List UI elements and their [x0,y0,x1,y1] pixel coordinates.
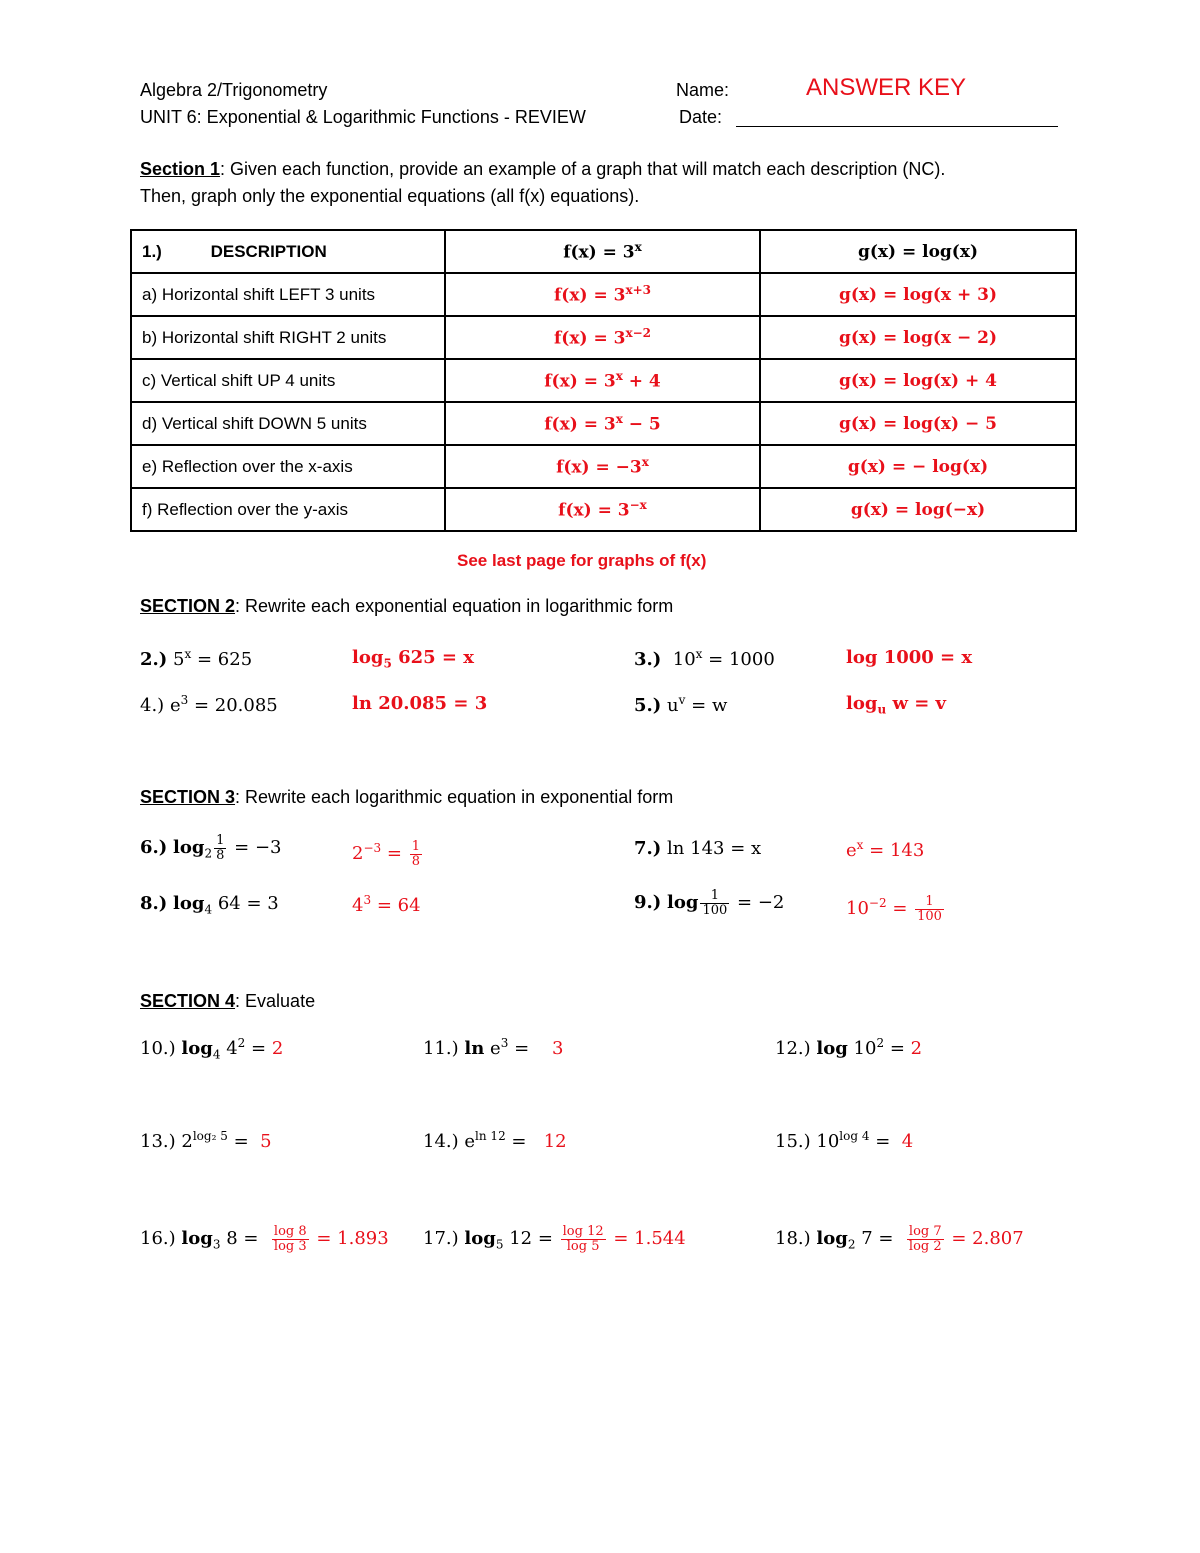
section4-instructions: SECTION 4: Evaluate [140,991,316,1011]
row-g-answer: g(x) = log(x + 3) [760,273,1076,316]
course-title: Algebra 2/Trigonometry [140,80,328,100]
answer-12: 2 [910,1038,923,1059]
row-description: e) Reflection over the x-axis [131,445,445,488]
row-description: b) Horizontal shift RIGHT 2 units [131,316,445,359]
row-g-answer: g(x) = log(x) + 4 [760,359,1076,402]
row-description: c) Vertical shift UP 4 units [131,359,445,402]
section2-instructions: SECTION 2: Rewrite each exponential equation in logarithmic form [140,596,674,616]
table-row [131,359,1076,402]
section1-instructions: Section 1: Given each function, provide an example of a graph that will match each description (NC). [140,159,946,179]
answer-10: 2 [271,1038,284,1059]
problem-7: 7.) ln 143 = x [634,838,762,859]
problem-14: 14.) $e^{ln 12} = 12$ [423,1129,567,1152]
answer-13: 5 [260,1131,272,1152]
section2-label: SECTION 2 [140,596,236,616]
table-row [131,402,1076,445]
row-description: a) Horizontal shift LEFT 3 units [131,273,445,316]
row-f-answer: $f(x) = 3^x - 5$ [445,402,760,445]
row-f-answer: $f(x) = 3^{-x}$ [445,488,760,531]
problem-18: 18.) $\log_2 7$ = $\frac{\log 7}{\log 2}$ = 2.807 [775,1223,1024,1254]
section3-instructions: SECTION 3: Rewrite each logarithmic equation in exponential form [140,787,674,807]
answer-9: $10^{-2}$ = $\frac{1}{100}$ [846,893,942,924]
answer-3: log 1000 = x [846,647,973,668]
date-underline [736,126,1058,127]
header-f: $f(x) = 3^x$ [445,230,760,273]
problem-17: 17.) $\log_5 12$ = $\frac{\log 12}{\log 5}$ = 1.544 [423,1223,686,1254]
header-g: g(x) = log(x) [760,230,1076,273]
answer-17: = 1.544 [613,1228,686,1249]
problem-5: 5.) $u^v = w$ [634,693,728,716]
problem-11: 11.) $\ln e^3$ = 3 [423,1036,564,1059]
answer-4: ln 20.085 = 3 [352,693,488,714]
problem-13: 13.) $2^{log_2 5} = 5$ [140,1129,272,1152]
row-description: d) Vertical shift DOWN 5 units [131,402,445,445]
date-label: Date: [679,107,723,127]
name-label: Name: [676,80,730,100]
row-f-answer: $f(x) = -3^x$ [445,445,760,488]
row-g-answer: g(x) = log(−x) [760,488,1076,531]
answer-5: $\log_u w = v$ [846,693,947,717]
table-row [131,488,1076,531]
problem-2: 2.) $5^x = 625$ [140,647,253,670]
answer-15: 4 [901,1131,914,1152]
problem-8: 8.) $\log_4 64 = 3$ [140,893,279,917]
graphs-note: See last page for graphs of f(x) [457,551,707,570]
problem-12: 12.) $\log 10^2 = 2$ [775,1036,923,1059]
section1-instructions-line2: Then, graph only the exponential equations (all f(x) equations). [140,186,640,206]
problem-10: 10.) $\log_4 4^2 = 2$ [140,1036,284,1062]
row-g-answer: g(x) = log(x) − 5 [760,402,1076,445]
section3-label: SECTION 3 [140,787,236,807]
table-row [131,316,1076,359]
problem-6: 6.) $\log_2$ $\frac{1}{8}$ = −3 [140,832,282,863]
row-g-answer: g(x) = − log(x) [760,445,1076,488]
answer-key-label: ANSWER KEY [806,74,967,101]
answer-7: $e^x = 143$ [846,838,925,861]
table-row [131,445,1076,488]
row-f-answer: $f(x) = 3^x + 4$ [445,359,760,402]
transformations-table [130,229,1077,532]
section1-label: Section 1 [140,159,221,179]
answer-18: = 2.807 [951,1228,1024,1249]
problem-3: 3.) $10^x = 1000$ [634,647,775,670]
answer-14: 12 [543,1131,567,1152]
row-f-answer: $f(x) = 3^{x-2}$ [445,316,760,359]
answer-16: = 1.893 [316,1228,389,1249]
table-header-row [131,230,1076,273]
header-description: 1.) DESCRIPTION [131,230,445,273]
row-g-answer: g(x) = log(x − 2) [760,316,1076,359]
table-row [131,273,1076,316]
problem-15: 15.) $10^{log 4} = 4$ [775,1129,914,1152]
answer-8: $4^3 = 64$ [352,893,421,916]
answer-2: $\log_5 625 = x$ [352,647,474,671]
row-description: f) Reflection over the y-axis [131,488,445,531]
answer-6: $2^{-3}$ = $\frac{1}{8}$ [352,838,420,869]
section4-label: SECTION 4 [140,991,236,1011]
problem-9: 9.) log $\frac{1}{100}$ = −2 [634,887,785,918]
row-f-answer: $f(x) = 3^{x+3}$ [445,273,760,316]
problem-4: 4.) $e^3 = 20.085$ [140,693,278,716]
problem-16: 16.) $\log_3 8$ = $\frac{\log 8}{\log 3}$ = 1.893 [140,1223,389,1254]
unit-title: UNIT 6: Exponential & Logarithmic Functions - REVIEW [140,107,586,127]
answer-11: 3 [552,1038,564,1059]
